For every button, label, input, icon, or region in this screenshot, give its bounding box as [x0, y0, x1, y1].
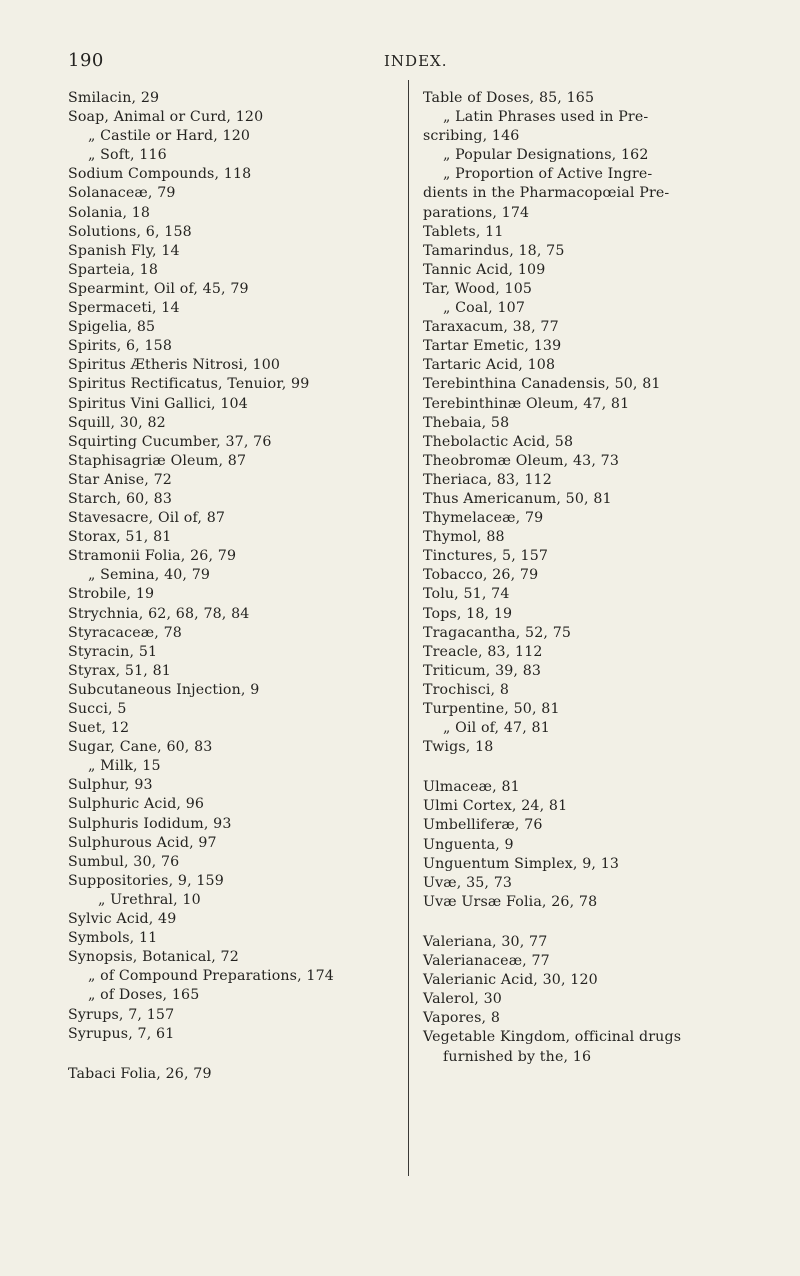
index-entry: Styracaceæ, 78 — [68, 624, 182, 641]
index-entry-continuation: furnished by the, 16 — [443, 1048, 592, 1065]
index-entry: Theobromæ Oleum, 43, 73 — [423, 452, 619, 469]
index-entry: Terebinthinæ Oleum, 47, 81 — [423, 395, 630, 412]
index-entry: Star Anise, 72 — [68, 471, 172, 488]
index-entry: Vapores, 8 — [423, 1010, 501, 1027]
index-entry: Solutions, 6, 158 — [68, 223, 192, 240]
index-entry: Tragacantha, 52, 75 — [423, 624, 572, 641]
index-entry: Strychnia, 62, 68, 78, 84 — [68, 605, 250, 622]
column-divider — [408, 80, 409, 1176]
index-subentry: „ Oil of, 47, 81 — [443, 720, 550, 737]
index-subentry: „ Castile or Hard, 120 — [88, 128, 251, 145]
index-entry: Styrax, 51, 81 — [68, 662, 171, 679]
index-entry: Tar, Wood, 105 — [423, 280, 533, 297]
index-entry: Starch, 60, 83 — [68, 490, 172, 507]
index-entry: Solania, 18 — [68, 204, 151, 221]
index-entry: Spiritus Rectificatus, Tenuior, 99 — [68, 376, 310, 393]
index-entry: Spermaceti, 14 — [68, 300, 180, 317]
index-entry: Thebaia, 58 — [423, 414, 510, 431]
index-entry: Tartaric Acid, 108 — [423, 357, 556, 374]
index-entry: Thymelaceæ, 79 — [423, 510, 544, 527]
index-entry: Sulphur, 93 — [68, 777, 153, 794]
index-entry: Squill, 30, 82 — [68, 414, 166, 431]
index-entry: Uvæ Ursæ Folia, 26, 78 — [423, 893, 598, 910]
index-entry: Twigs, 18 — [423, 739, 494, 756]
index-entry: Succi, 5 — [68, 701, 127, 717]
index-entry: Thebolactic Acid, 58 — [423, 433, 574, 450]
index-entry: Valeriana, 30, 77 — [423, 933, 548, 950]
index-entry: Sodium Compounds, 118 — [68, 166, 252, 183]
index-entry: Tabaci Folia, 26, 79 — [68, 1065, 212, 1082]
index-entry: Strobile, 19 — [68, 586, 155, 603]
index-entry: Syrupus, 7, 61 — [68, 1025, 175, 1042]
index-entry: Spiritus Vini Gallici, 104 — [68, 395, 248, 412]
index-subentry: „ Soft, 116 — [88, 147, 167, 164]
index-entry: Sugar, Cane, 60, 83 — [68, 739, 213, 756]
index-entry: Suet, 12 — [68, 720, 130, 737]
index-entry: Tartar Emetic, 139 — [423, 338, 562, 355]
index-entry: Taraxacum, 38, 77 — [423, 319, 559, 336]
index-entry: Ulmi Cortex, 24, 81 — [423, 798, 568, 815]
index-entry: Sylvic Acid, 49 — [68, 911, 177, 928]
index-entry: Valerianaceæ, 77 — [423, 953, 550, 970]
index-entry: Theriaca, 83, 112 — [423, 471, 552, 488]
index-entry: Subcutaneous Injection, 9 — [68, 681, 260, 698]
index-subentry: „ of Compound Preparations, 174 — [88, 968, 334, 985]
index-entry: Spanish Fly, 14 — [68, 242, 180, 259]
index-entry: Unguenta, 9 — [423, 836, 514, 853]
index-entry: Staphisagriæ Oleum, 87 — [68, 452, 247, 469]
index-entry: Spiritus Ætheris Nitrosi, 100 — [68, 357, 281, 374]
index-entry: Squirting Cucumber, 37, 76 — [68, 433, 272, 450]
index-entry: Thus Americanum, 50, 81 — [423, 490, 612, 507]
index-entry: Sulphurous Acid, 97 — [68, 834, 217, 851]
index-subentry: „ Semina, 40, 79 — [88, 567, 211, 584]
index-column-left — [68, 89, 404, 1084]
index-entry-continuation: dients in the Pharmacopœial Pre- — [423, 185, 670, 202]
index-entry: Spearmint, Oil of, 45, 79 — [68, 280, 249, 297]
index-entry: Tinctures, 5, 157 — [423, 548, 549, 565]
index-entry: Soap, Animal or Curd, 120 — [68, 109, 264, 126]
index-entry: Unguentum Simplex, 9, 13 — [423, 855, 620, 872]
index-entry: Tablets, 11 — [423, 223, 504, 240]
index-entry: Sulphuris Iodidum, 93 — [68, 815, 232, 832]
running-head: INDEX. — [384, 52, 448, 70]
index-entry: Sumbul, 30, 76 — [68, 853, 180, 870]
index-entry: Uvæ, 35, 73 — [423, 874, 513, 891]
index-entry: Stavesacre, Oil of, 87 — [68, 510, 226, 527]
index-entry: Terebinthina Canadensis, 50, 81 — [423, 376, 661, 393]
index-entry: Stramonii Folia, 26, 79 — [68, 548, 237, 565]
index-entry: Umbelliferæ, 76 — [423, 817, 543, 834]
index-entry: Spigelia, 85 — [68, 319, 156, 336]
index-entry: Ulmaceæ, 81 — [423, 779, 520, 796]
index-entry: Vegetable Kingdom, officinal drugs — [423, 1029, 682, 1046]
index-column-right — [423, 89, 763, 1067]
index-entry: Storax, 51, 81 — [68, 529, 172, 546]
section-gap — [423, 757, 763, 778]
section-gap — [68, 1044, 404, 1065]
index-entry: Symbols, 11 — [68, 930, 158, 947]
index-entry: Sparteia, 18 — [68, 261, 159, 278]
index-subentry: „ Milk, 15 — [88, 758, 161, 775]
index-entry: Tamarindus, 18, 75 — [423, 242, 565, 259]
index-entry: Synopsis, Botanical, 72 — [68, 949, 239, 966]
index-entry: Valerianic Acid, 30, 120 — [423, 972, 598, 989]
index-entry: Tolu, 51, 74 — [423, 586, 510, 603]
index-entry: Triticum, 39, 83 — [423, 662, 542, 679]
index-subentry: „ of Doses, 165 — [88, 987, 200, 1004]
index-entry: Suppositories, 9, 159 — [68, 872, 224, 889]
section-gap — [423, 912, 763, 933]
index-entry: Smilacin, 29 — [68, 90, 160, 106]
index-subentry: „ Proportion of Active Ingre- — [443, 166, 653, 183]
index-subentry: „ Popular Designations, 162 — [443, 147, 649, 164]
index-subentry: „ Urethral, 10 — [98, 891, 201, 908]
index-entry: Solanaceæ, 79 — [68, 185, 176, 202]
index-entry: Thymol, 88 — [423, 529, 505, 546]
index-entry: Tobacco, 26, 79 — [423, 567, 539, 584]
index-entry: Sulphuric Acid, 96 — [68, 796, 205, 813]
index-entry: Syrups, 7, 157 — [68, 1006, 175, 1023]
index-entry-continuation: scribing, 146 — [423, 128, 520, 145]
index-entry-continuation: parations, 174 — [423, 204, 530, 221]
index-entry: Valerol, 30 — [423, 991, 502, 1008]
index-entry: Treacle, 83, 112 — [423, 643, 543, 660]
index-entry: Trochisci, 8 — [423, 681, 510, 698]
index-entry: Spirits, 6, 158 — [68, 338, 173, 355]
page-header — [68, 50, 748, 74]
index-subentry: „ Latin Phrases used in Pre- — [443, 109, 649, 126]
page-number: 190 — [68, 50, 104, 71]
index-entry: Tannic Acid, 109 — [423, 261, 546, 278]
index-entry: Tops, 18, 19 — [423, 605, 513, 622]
index-entry: Table of Doses, 85, 165 — [423, 90, 595, 106]
index-subentry: „ Coal, 107 — [443, 300, 526, 317]
index-entry: Turpentine, 50, 81 — [423, 701, 560, 717]
index-entry: Styracin, 51 — [68, 643, 158, 660]
